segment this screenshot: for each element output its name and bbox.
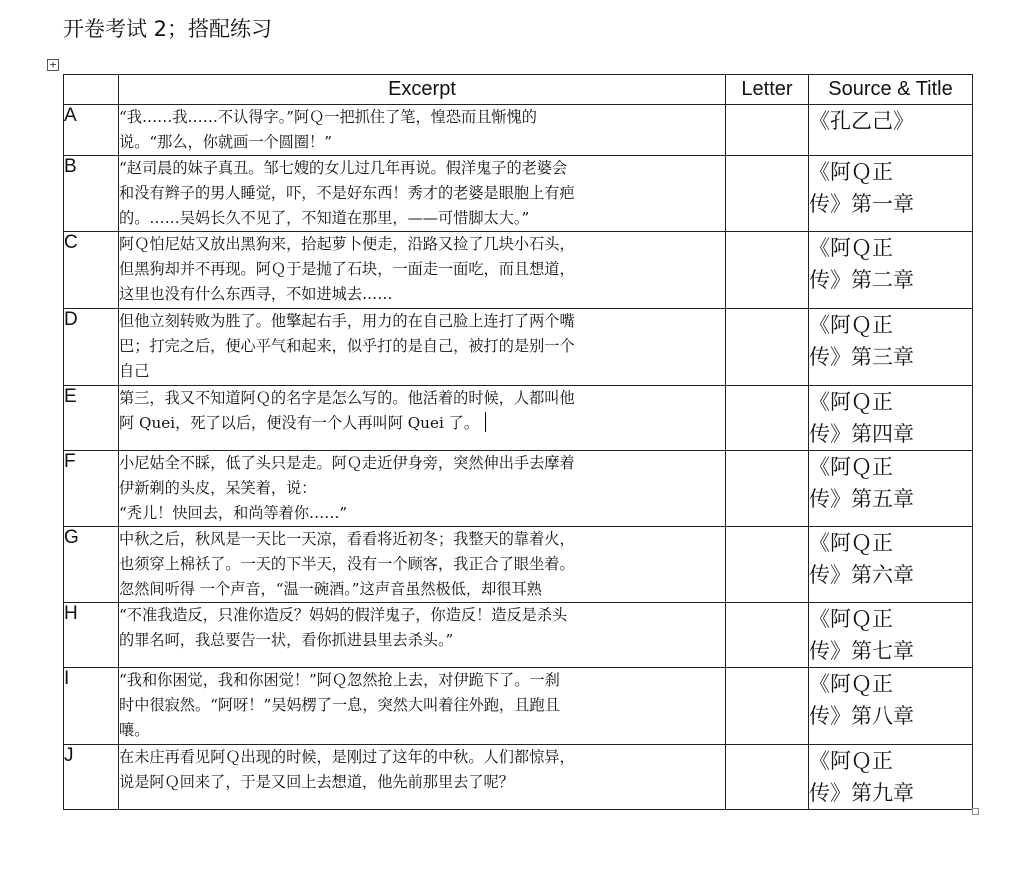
table-move-handle-icon[interactable]: + [47,59,59,71]
matching-table [63,74,973,810]
row-excerpt[interactable]: 在未庄再看见阿Ｑ出现的时候，是刚过了这年的中秋。人们都惊异， 说是阿Ｑ回来了，于是又回上去想道，他先前那里去了呢？ [119,745,726,810]
row-source[interactable]: 《阿Ｑ正 传》第五章 [809,451,973,527]
row-id[interactable]: H [64,603,119,668]
row-source[interactable]: 《阿Ｑ正 传》第二章 [809,232,973,309]
row-excerpt[interactable]: “我和你困觉，我和你困觉！”阿Ｑ忽然抢上去，对伊跪下了。一刹 时中很寂然。“阿呀！”吴妈楞了一息，突然大叫着往外跑，且跑且 嚷。 [119,668,726,745]
text-cursor [485,412,486,432]
row-id[interactable]: C [64,232,119,309]
header-id[interactable] [64,75,119,105]
row-excerpt[interactable]: “赵司晨的妹子真丑。邹七嫂的女儿过几年再说。假洋鬼子的老婆会 和没有辫子的男人睡觉，吓，不是好东西！秀才的老婆是眼胞上有疤 的。……吴妈长久不见了，不知道在那里，——可惜脚太大。” [119,156,726,232]
row-source[interactable]: 《阿Ｑ正 传》第八章 [809,668,973,745]
header-source[interactable]: Source & Title [809,75,973,105]
row-letter-cell[interactable] [726,156,809,232]
row-letter-cell[interactable] [726,603,809,668]
document-title: 开卷考试 2；搭配练习 [63,17,273,41]
row-source[interactable]: 《阿Ｑ正 传》第六章 [809,527,973,603]
row-source[interactable]: 《阿Ｑ正 传》第四章 [809,386,973,451]
row-excerpt[interactable]: “不准我造反，只准你造反？妈妈的假洋鬼子，你造反！造反是杀头 的罪名呵，我总要告一状，看你抓进县里去杀头。” [119,603,726,668]
row-excerpt[interactable]: 中秋之后，秋风是一天比一天凉，看看将近初冬；我整天的靠着火， 也须穿上棉袄了。一天的下半天，没有一个顾客，我正合了眼坐着。 忽然间听得 一个声音，“温一碗酒。”这声音虽然极低，却很耳熟 [119,527,726,603]
row-source[interactable]: 《孔乙己》 [809,105,973,156]
row-letter-cell[interactable] [726,668,809,745]
row-letter-cell[interactable] [726,527,809,603]
row-source[interactable]: 《阿Ｑ正 传》第一章 [809,156,973,232]
row-source[interactable]: 《阿Ｑ正 传》第九章 [809,745,973,810]
row-excerpt[interactable]: 但他立刻转败为胜了。他擎起右手，用力的在自己脸上连打了两个嘴 巴；打完之后，便心平气和起来，似乎打的是自己，被打的是别一个 自己 [119,309,726,386]
row-letter-cell[interactable] [726,745,809,810]
row-id[interactable]: E [64,386,119,451]
row-id[interactable]: A [64,105,119,156]
table-row [64,232,973,309]
table-row [64,156,973,232]
row-source[interactable]: 《阿Ｑ正 传》第七章 [809,603,973,668]
table-resize-handle[interactable] [972,808,979,815]
table-row [64,451,973,527]
table-row [64,603,973,668]
row-letter-cell[interactable] [726,386,809,451]
header-excerpt[interactable]: Excerpt [119,75,726,105]
row-id[interactable]: G [64,527,119,603]
row-id[interactable]: I [64,668,119,745]
row-excerpt-text: 第三，我又不知道阿Ｑ的名字是怎么写的。他活着的时候，人都叫他 阿 Quei，死了以后，便没有一个人再叫阿 Quei 了。 [119,389,575,432]
row-id[interactable]: J [64,745,119,810]
table-row [64,668,973,745]
row-excerpt[interactable]: 小尼姑全不睬，低了头只是走。阿Ｑ走近伊身旁，突然伸出手去摩着 伊新剃的头皮，呆笑着，说： “秃儿！快回去，和尚等着你……” [119,451,726,527]
row-excerpt[interactable]: “我……我……不认得字。”阿Ｑ一把抓住了笔，惶恐而且惭愧的 说。“那么，你就画一个圆圈！” [119,105,726,156]
row-id[interactable]: B [64,156,119,232]
row-source[interactable]: 《阿Ｑ正 传》第三章 [809,309,973,386]
table-row [64,309,973,386]
table-row [64,105,973,156]
row-id[interactable]: F [64,451,119,527]
row-letter-cell[interactable] [726,309,809,386]
row-letter-cell[interactable] [726,451,809,527]
row-letter-cell[interactable] [726,105,809,156]
header-letter[interactable]: Letter [726,75,809,105]
table-row [64,527,973,603]
row-id[interactable]: D [64,309,119,386]
table-row [64,745,973,810]
row-letter-cell[interactable] [726,232,809,309]
row-excerpt[interactable]: 阿Ｑ怕尼姑又放出黑狗来，拾起萝卜便走，沿路又捡了几块小石头， 但黑狗却并不再现。阿Ｑ于是抛了石块，一面走一面吃，而且想道， 这里也没有什么东西寻，不如进城去…… [119,232,726,309]
row-excerpt-active[interactable] [119,386,726,451]
table-row [64,386,973,451]
table-header-row [64,75,973,105]
